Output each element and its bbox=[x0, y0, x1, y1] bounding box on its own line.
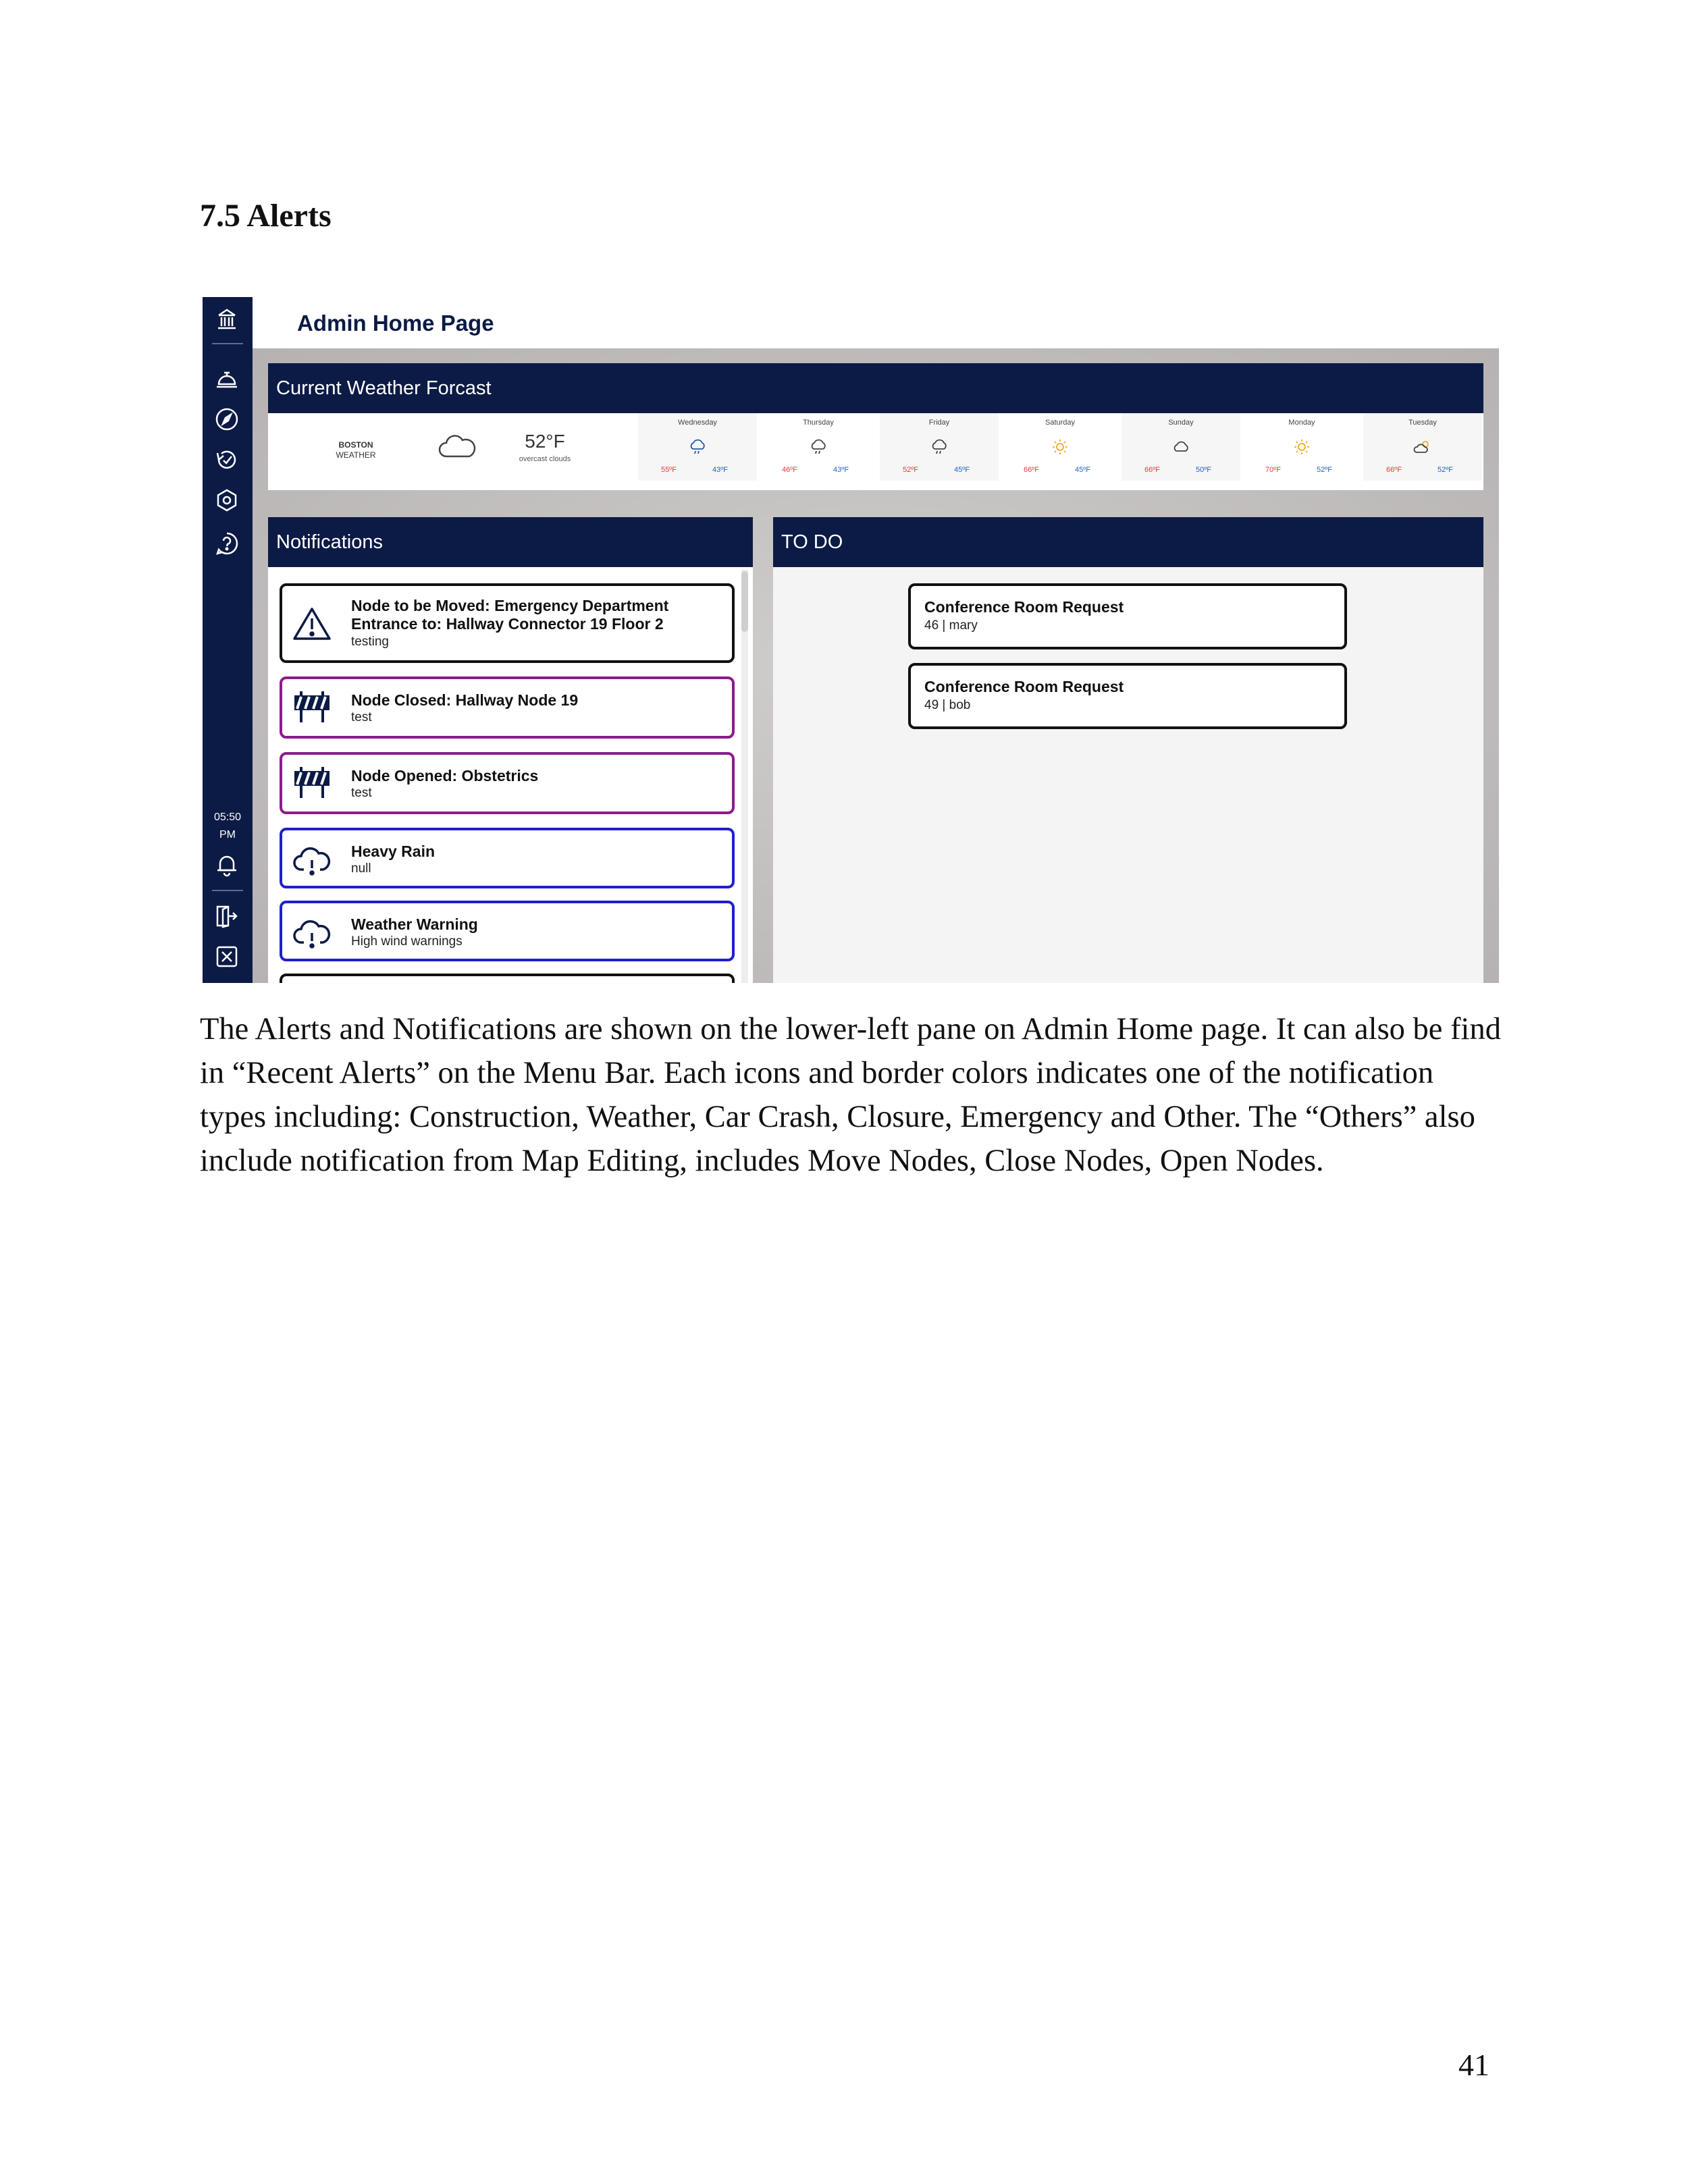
weather-city: BOSTON WEATHER bbox=[336, 440, 376, 460]
notification-card[interactable] bbox=[280, 583, 735, 663]
top-bar bbox=[253, 297, 1499, 348]
sun-icon bbox=[1051, 437, 1070, 456]
current-temperature: 52°F bbox=[525, 431, 565, 452]
todo-subtitle: 46 | mary bbox=[924, 618, 978, 633]
barrier-icon bbox=[292, 689, 332, 726]
weather-panel bbox=[268, 413, 1483, 490]
notification-title-line2: Entrance to: Hallway Connector 19 Floor 2 bbox=[351, 615, 664, 633]
notification-card[interactable] bbox=[280, 676, 735, 739]
rain-icon bbox=[930, 437, 949, 456]
service-bell-icon[interactable] bbox=[213, 365, 241, 393]
cloud-icon bbox=[1171, 437, 1190, 456]
sun-icon bbox=[1292, 437, 1311, 456]
notification-subtitle: testing bbox=[351, 635, 389, 649]
weather-alert-icon bbox=[292, 840, 332, 878]
scrollbar-thumb[interactable] bbox=[741, 571, 748, 632]
warning-icon bbox=[292, 605, 332, 643]
todo-title: Conference Room Request bbox=[924, 678, 1124, 695]
compass-icon[interactable] bbox=[213, 405, 241, 433]
rain-icon bbox=[688, 437, 707, 456]
todo-item[interactable] bbox=[908, 583, 1347, 649]
forecast-day: Friday 52ºF 45ºF bbox=[880, 413, 999, 481]
clock-ampm: PM bbox=[219, 829, 236, 841]
forecast-day: Sunday 66ºF 50ºF bbox=[1122, 413, 1240, 481]
notification-subtitle: null bbox=[351, 861, 371, 876]
forecast-day: Monday 70ºF 52ºF bbox=[1242, 413, 1361, 481]
notification-card[interactable] bbox=[280, 901, 735, 961]
sidebar-separator bbox=[212, 343, 243, 344]
notifications-scrollbar[interactable] bbox=[741, 570, 748, 983]
clock-time: 05:50 bbox=[213, 811, 242, 823]
todo-subtitle: 49 | bob bbox=[924, 698, 971, 712]
notification-title: Node Opened: Obstetrics bbox=[351, 767, 539, 784]
notifications-panel-header: Notifications bbox=[268, 517, 753, 567]
forecast-day: Thursday 46ºF 43ºF bbox=[759, 413, 878, 481]
notification-bell-icon[interactable] bbox=[213, 851, 241, 879]
todo-title: Conference Room Request bbox=[924, 598, 1124, 616]
rain-icon bbox=[809, 437, 828, 456]
app-screenshot bbox=[203, 297, 1499, 983]
cloud-icon bbox=[437, 429, 477, 463]
sidebar bbox=[203, 297, 253, 983]
forecast-day: Tuesday 66ºF 52ºF bbox=[1363, 413, 1482, 481]
current-description: overcast clouds bbox=[519, 455, 571, 463]
forecast-day: Saturday 66ºF 45ºF bbox=[1001, 413, 1119, 481]
notification-card[interactable] bbox=[280, 828, 735, 888]
section-heading: 7.5 Alerts bbox=[200, 198, 332, 234]
partly-cloudy-icon bbox=[1413, 437, 1432, 456]
weather-panel-header: Current Weather Forcast bbox=[268, 363, 1483, 413]
notification-card-partial[interactable] bbox=[280, 974, 735, 983]
body-paragraph: The Alerts and Notifications are shown on the lower-left pane on Admin Home page. It can also be find in “Recent Alerts” on the Menu Bar. Each icons and border colors indicates one of the notification types including: Construction, Weather, Car Crash, Closure, Emergency and Other. The “Others” also include notification from Map Editing, includes Move Nodes, Close Nodes, Open Nodes. bbox=[200, 1012, 1501, 1178]
weather-alert-icon bbox=[292, 913, 332, 951]
notification-title: Node Closed: Hallway Node 19 bbox=[351, 691, 579, 709]
sidebar-separator bbox=[212, 890, 243, 891]
notification-title: Node to be Moved: Emergency Department bbox=[351, 597, 669, 614]
forecast-day: Wednesday 55ºF 43ºF bbox=[638, 413, 757, 481]
notification-subtitle: test bbox=[351, 786, 372, 800]
notification-subtitle: High wind warnings bbox=[351, 934, 463, 949]
todo-panel-header: TO DO bbox=[773, 517, 1483, 567]
notification-card[interactable] bbox=[280, 752, 735, 814]
page-title: Admin Home Page bbox=[297, 311, 494, 336]
notification-subtitle: test bbox=[351, 710, 372, 724]
hospital-icon[interactable] bbox=[213, 305, 241, 334]
close-icon[interactable] bbox=[213, 942, 241, 971]
barrier-icon bbox=[292, 764, 332, 802]
notification-title: Heavy Rain bbox=[351, 843, 436, 860]
history-icon[interactable] bbox=[213, 446, 241, 474]
help-icon[interactable] bbox=[213, 529, 241, 558]
notification-title: Weather Warning bbox=[351, 915, 478, 933]
settings-icon[interactable] bbox=[213, 486, 241, 514]
page-number: 41 bbox=[1458, 2048, 1489, 2082]
todo-item[interactable] bbox=[908, 663, 1347, 729]
logout-icon[interactable] bbox=[213, 902, 241, 930]
